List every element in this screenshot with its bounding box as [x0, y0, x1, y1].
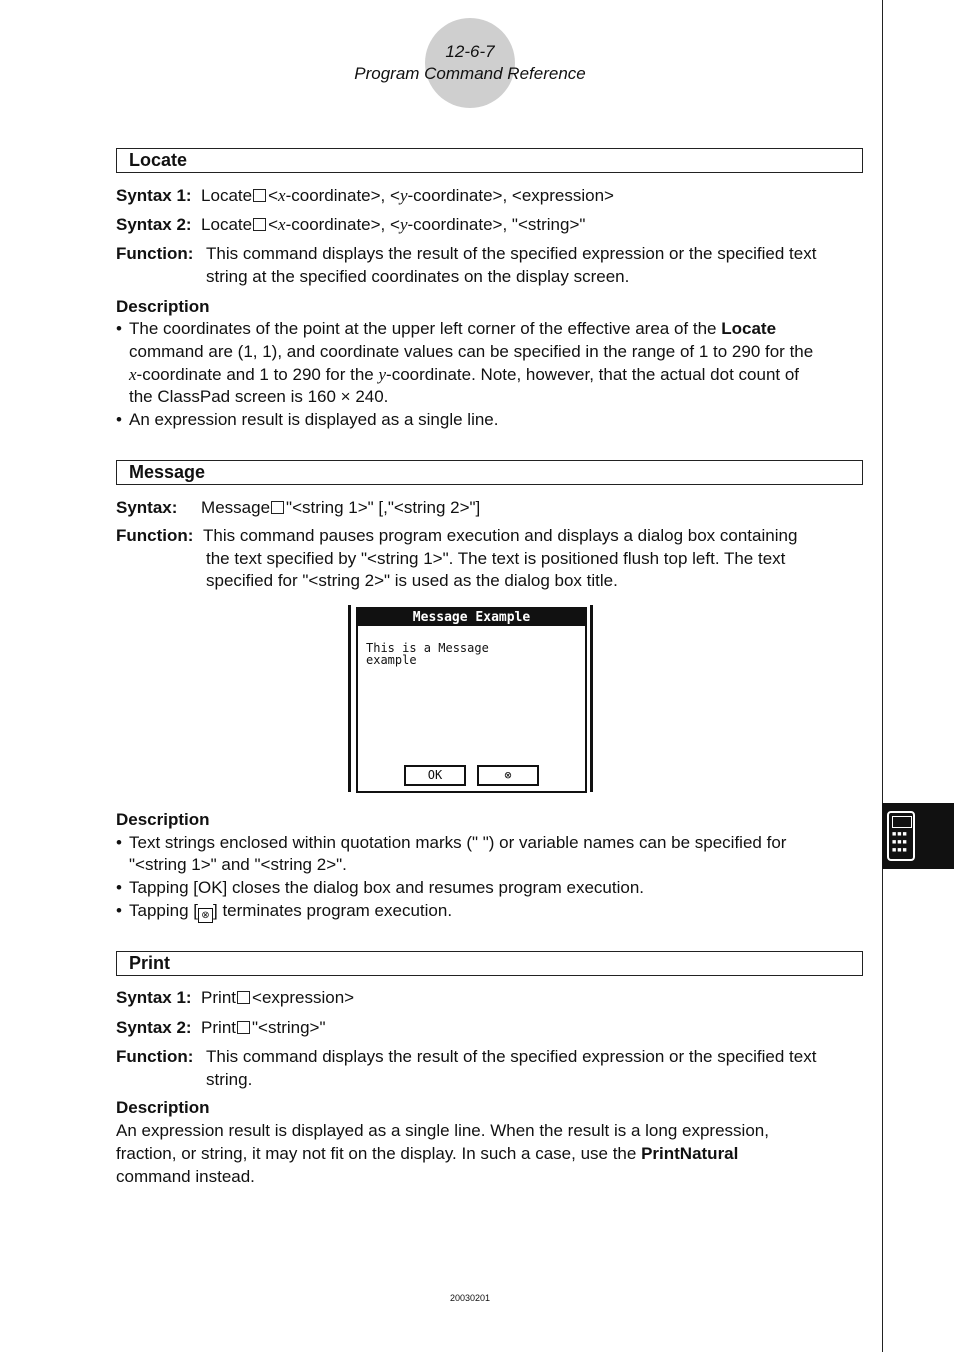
bullet-continuation: x-coordinate and 1 to 290 for the y-coordinate. Note, however, that the actual dot count of	[129, 365, 800, 384]
bullet-item: • Text strings enclosed within quotation marks (" ") or variable names can be specified for	[116, 833, 787, 852]
section-print	[116, 951, 863, 976]
label: Syntax 1:	[116, 988, 192, 1007]
function-text: specified for "<string 2>" is used as the dialog box title.	[206, 571, 618, 590]
description-heading: Description	[116, 1098, 210, 1117]
label: Function:	[116, 244, 194, 263]
bullet-continuation: the ClassPad screen is 160 × 240.	[129, 387, 389, 406]
message-dialog	[356, 607, 587, 793]
space-symbol-icon	[253, 218, 266, 231]
section-heading: Print	[129, 953, 171, 973]
terminate-button[interactable]: ⊗	[477, 765, 539, 786]
space-symbol-icon	[237, 1021, 250, 1034]
footer-code: 20030201	[449, 1293, 491, 1303]
label: Syntax 2:	[116, 215, 192, 234]
section-heading: Locate	[129, 150, 188, 170]
space-symbol-icon	[271, 501, 284, 514]
command: Locate	[201, 186, 253, 205]
function-text: string.	[206, 1070, 253, 1089]
print-syntax-2: Syntax 2: Print "<string>"	[116, 1018, 326, 1037]
function-text: the text specified by "<string 1>". The text is positioned flush top left. The text	[206, 549, 786, 568]
bullet-continuation: command are (1, 1), and coordinate values can be specified in the range of 1 to 290 for the	[129, 342, 814, 361]
function-text: string at the specified coordinates on the display screen.	[206, 267, 630, 286]
label: Syntax 2:	[116, 1018, 192, 1037]
function-text: This command pauses program execution and displays a dialog box containing	[203, 526, 798, 545]
function-text: This command displays the result of the specified expression or the specified text	[206, 1047, 817, 1066]
terminate-icon: ⊗	[198, 908, 213, 923]
description-heading: Description	[116, 810, 210, 829]
message-function	[116, 525, 193, 547]
bullet-continuation: "<string 1>" and "<string 2>".	[129, 855, 347, 874]
bullet-item: • The coordinates of the point at the upper left corner of the effective area of the Locate	[116, 319, 777, 338]
dialog-screenshot	[348, 605, 593, 792]
print-syntax-1: Syntax 1: Print <expression>	[116, 988, 355, 1007]
description-heading: Description	[116, 297, 210, 316]
locate-syntax-2: Syntax 2: Locate <x-coordinate>, <y-coordinate>, "<string>"	[116, 215, 586, 234]
locate-syntax-1: Syntax 1: Locate <x-coordinate>, <y-coordinate>, <expression>	[116, 186, 614, 205]
command: Print	[201, 988, 237, 1007]
label: Function:	[116, 526, 194, 545]
message-syntax: Syntax: Message "<string 1>" [,"<string 2>"]	[116, 498, 481, 517]
space-symbol-icon	[253, 189, 266, 202]
label: Syntax 1:	[116, 186, 192, 205]
dialog-title: Message Example	[358, 609, 585, 626]
section-message	[116, 460, 863, 485]
bullet-item: • Tapping [OK] closes the dialog box and resumes program execution.	[116, 878, 645, 897]
page-number: 12-6-7	[445, 42, 495, 61]
header-circle	[425, 18, 515, 108]
section-locate	[116, 148, 863, 173]
dialog-message: This is a Message example	[366, 641, 489, 667]
calculator-icon: ■■■ ■■■ ■■■	[887, 811, 915, 861]
ok-button[interactable]: OK	[404, 765, 466, 786]
command: Message	[201, 498, 271, 517]
bullet-item: • Tapping [ ⊗ ] terminates program execution.	[116, 901, 453, 921]
page-title: Program Command Reference	[354, 64, 586, 83]
label: Function:	[116, 1047, 194, 1066]
command: Print	[201, 1018, 237, 1037]
command: Locate	[201, 215, 253, 234]
bullet-item: • An expression result is displayed as a single line.	[116, 410, 499, 429]
description-text: command instead.	[116, 1167, 255, 1186]
print-function	[116, 1046, 193, 1068]
space-symbol-icon	[237, 991, 250, 1004]
label: Syntax:	[116, 498, 178, 517]
locate-function	[116, 243, 193, 265]
right-margin-rule	[882, 0, 883, 1352]
description-text: An expression result is displayed as a single line. When the result is a long expression,	[116, 1121, 769, 1140]
function-text: This command displays the result of the specified expression or the specified text	[206, 244, 817, 263]
description-text: fraction, or string, it may not fit on the display. In such a case, use the PrintNatural	[116, 1144, 739, 1163]
section-heading: Message	[129, 462, 206, 482]
